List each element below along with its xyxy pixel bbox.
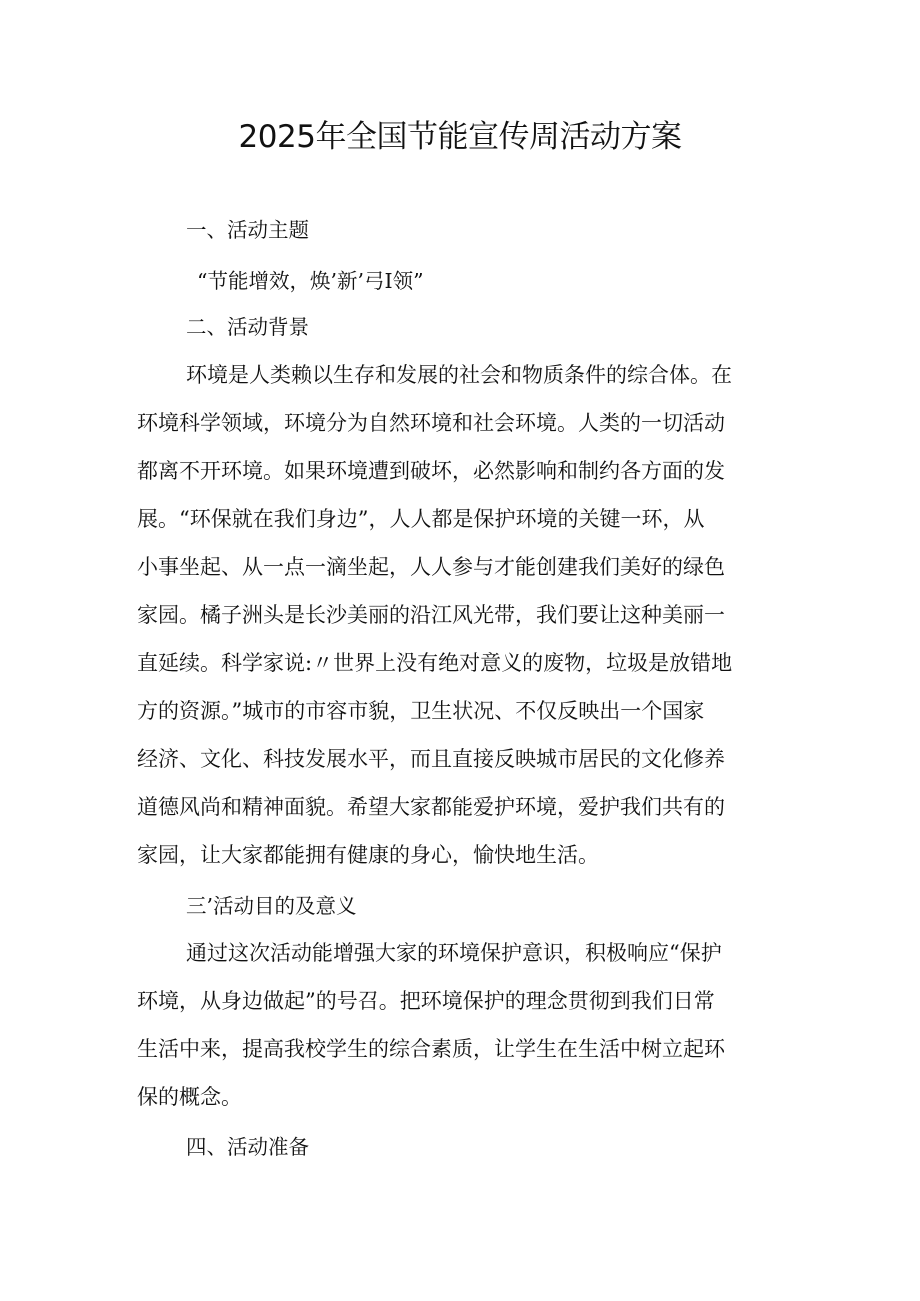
paragraph-line: 环境科学领域，环境分为自然环境和社会环境。人类的一切活动 (137, 411, 725, 435)
paragraph-line: 家园，让大家都能拥有健康的身心，愉快地生活。 (137, 843, 599, 867)
paragraph-line: 小事坐起、从一点一滴坐起，人人参与才能创建我们美好的绿色 (137, 555, 725, 579)
activity-theme-text: “节能增效，焕’新’弓I领” (197, 269, 424, 293)
purpose-paragraph (137, 929, 797, 1121)
section-heading-background: 二、活动背景 (186, 315, 309, 339)
paragraph-line: 展。“环保就在我们身边”，人人都是保护环境的关键一环，从 (137, 507, 705, 531)
paragraph-line: 环境，从身边做起”的号召。把环境保护的理念贯彻到我们日常 (137, 989, 715, 1013)
paragraph-line: 家园。橘子洲头是长沙美丽的沿江风光带，我们要让这种美丽一 (137, 603, 725, 627)
section-heading-theme: 一、活动主题 (186, 218, 309, 242)
paragraph-line: 都离不开环境。如果环境遭到破坏，必然影响和制约各方面的发 (137, 459, 725, 483)
section-heading-purpose: 三’活动目的及意义 (186, 894, 357, 918)
paragraph-line: 直延续。科学家说:〃世界上没有绝对意义的废物，垃圾是放错地 (137, 651, 733, 675)
section-heading-preparation: 四、活动准备 (186, 1135, 309, 1159)
paragraph-line: 经济、文化、科技发展水平，而且直接反映城市居民的文化修养 (137, 747, 725, 771)
paragraph-line: 生活中来，提高我校学生的综合素质，让学生在生活中树立起环 (137, 1037, 725, 1061)
paragraph-line: 通过这次活动能增强大家的环境保护意识，积极响应“保护 (186, 941, 722, 965)
paragraph-line: 方的资源。”城市的市容市貌，卫生状况、不仅反映出一个国家 (137, 699, 705, 723)
background-paragraph (137, 351, 797, 879)
document-title: 2025年全国节能宣传周活动方案 (238, 119, 682, 155)
paragraph-line: 保的概念。 (137, 1085, 242, 1109)
paragraph-line: 环境是人类赖以生存和发展的社会和物质条件的综合体。在 (186, 363, 732, 387)
paragraph-line: 道德风尚和精神面貌。希望大家都能爱护环境，爱护我们共有的 (137, 795, 725, 819)
